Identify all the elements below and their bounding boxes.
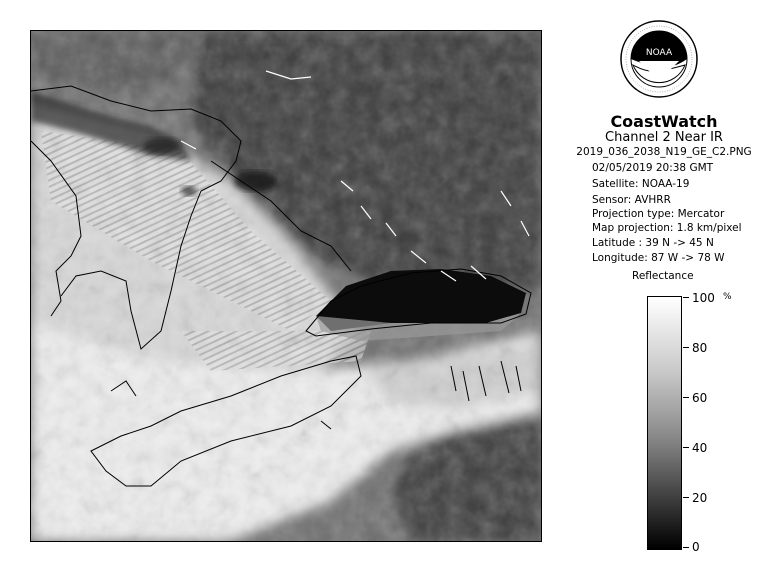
noaa-logo — [619, 17, 699, 105]
sensor: Sensor: AVHRR — [592, 194, 671, 206]
scale-tick — [683, 497, 689, 498]
datetime: 02/05/2019 20:38 GMT — [592, 162, 714, 174]
scale-tick — [683, 397, 689, 398]
projection-type: Projection type: Mercator — [592, 208, 725, 220]
great-lakes-image — [31, 31, 541, 541]
scale-tick — [683, 547, 689, 548]
scale-unit: % — [723, 292, 732, 302]
scale-tick — [683, 347, 689, 348]
latitude-range: Latitude : 39 N -> 45 N — [592, 237, 714, 249]
file-name: 2019_036_2038_N19_GE_C2.PNG — [576, 146, 752, 158]
scale-tick — [683, 297, 689, 298]
scale-tick-label: 100 — [692, 291, 715, 305]
reflectance-colorbar — [647, 296, 682, 550]
scale-tick-label: 20 — [692, 491, 708, 505]
scale-tick-label: 60 — [692, 391, 708, 405]
scale-tick-label: 0 — [692, 540, 700, 554]
map-projection: Map projection: 1.8 km/pixel — [592, 222, 742, 234]
noaa-logo-text: NOAA — [645, 48, 673, 58]
scale-tick-label: 80 — [692, 341, 708, 355]
channel-label: Channel 2 Near IR — [605, 130, 723, 145]
satellite: Satellite: NOAA-19 — [592, 178, 690, 190]
product-title: CoastWatch — [610, 112, 718, 131]
longitude-range: Longitude: 87 W -> 78 W — [592, 252, 725, 264]
scale-tick — [683, 447, 689, 448]
scale-tick-label: 40 — [692, 441, 708, 455]
satellite-image — [30, 30, 542, 542]
scale-title: Reflectance — [632, 270, 694, 282]
